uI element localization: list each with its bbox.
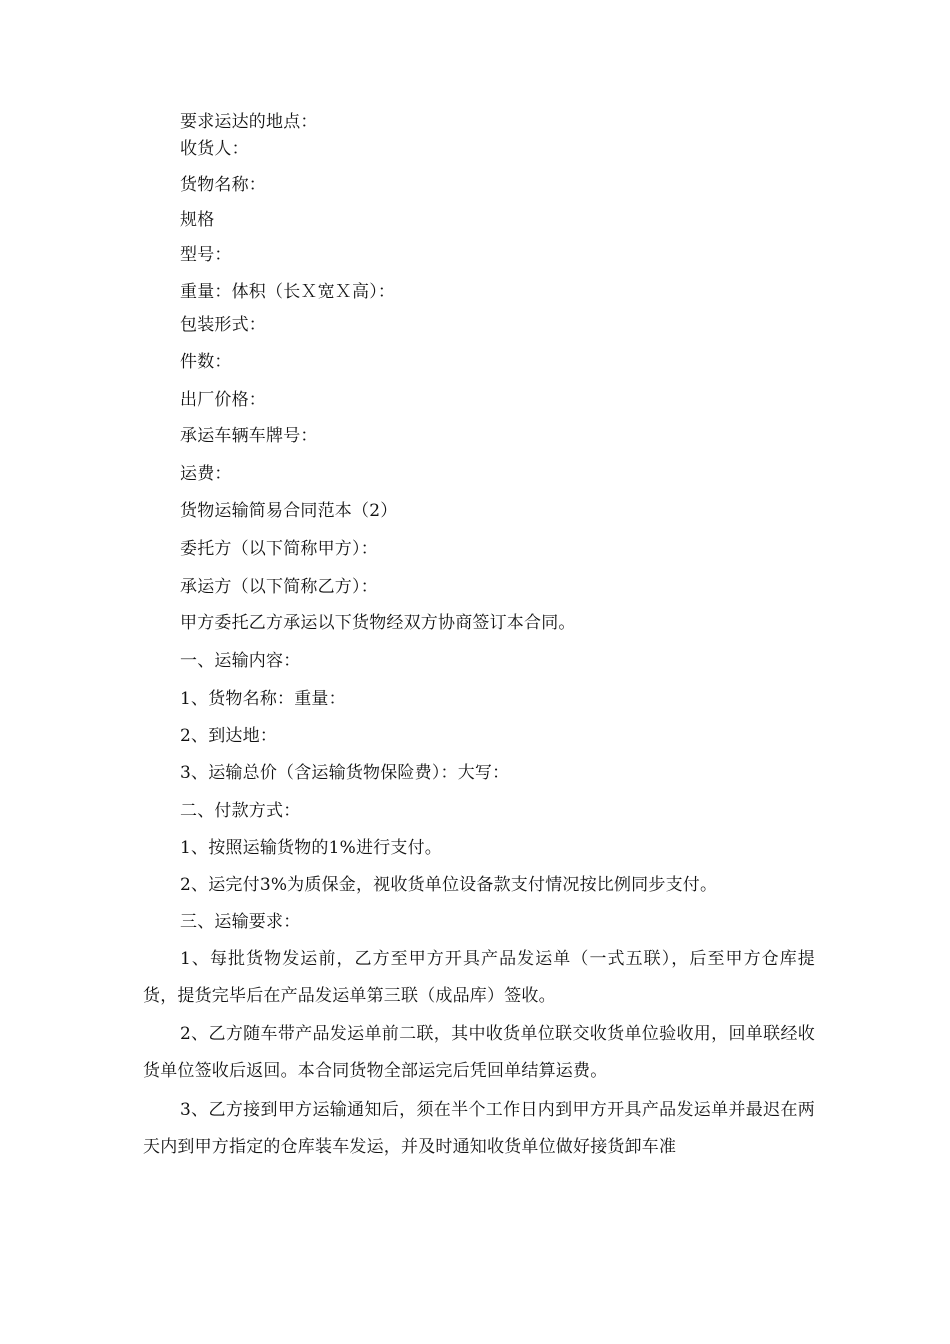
field-consignee: 收货人： (180, 139, 249, 159)
field-goods-name: 货物名称： (180, 175, 266, 195)
party-a: 委托方（以下简称甲方）： (180, 539, 378, 559)
item-goods-weight: 1、货物名称：重量： (180, 689, 346, 709)
requirement-paragraph-2: 2、乙方随车带产品发运单前二联，其中收货单位联交收货单位验收用，回单联经收货单位签收后返回。本合同货物全部运完后凭回单结算运费。 (143, 1024, 815, 1081)
field-freight: 运费： (180, 464, 232, 484)
field-destination: 要求运达的地点： (180, 112, 318, 132)
party-b: 承运方（以下简称乙方）： (180, 577, 378, 597)
field-vehicle-plate: 承运车辆车牌号： (180, 426, 318, 446)
section-title: 货物运输简易合同范本（2） (180, 501, 398, 521)
requirement-paragraph-3: 3、乙方接到甲方运输通知后，须在半个工作日内到甲方开具产品发运单并最迟在两天内到甲方指定的仓库装车发运，并及时通知收货单位做好接货卸车准 (143, 1100, 815, 1157)
item-destination: 2、到达地： (180, 726, 278, 746)
heading-transport-content: 一、运输内容： (180, 651, 301, 671)
field-weight-volume: 重量：体积（长Ｘ宽Ｘ高）： (180, 282, 396, 302)
intro-text: 甲方委托乙方承运以下货物经双方协商签订本合同。 (180, 613, 576, 633)
heading-requirements: 三、运输要求： (180, 912, 301, 932)
heading-payment: 二、付款方式： (180, 801, 301, 821)
field-quantity: 件数： (180, 352, 232, 372)
requirement-paragraph-1: 1、每批货物发运前，乙方至甲方开具产品发运单（一式五联），后至甲方仓库提货，提货完毕后在产品发运单第三联（成品库）签收。 (143, 949, 815, 1006)
payment-item-1: 1、按照运输货物的1%进行支付。 (180, 838, 442, 858)
field-factory-price: 出厂价格： (180, 390, 266, 410)
payment-item-2: 2、运完付3%为质保金，视收货单位设备款支付情况按比例同步支付。 (180, 875, 718, 895)
field-packaging: 包装形式： (180, 315, 266, 335)
field-spec: 规格 (180, 210, 215, 230)
item-total-price: 3、运输总价（含运输货物保险费）：大写： (180, 763, 510, 783)
field-model: 型号： (180, 245, 232, 265)
